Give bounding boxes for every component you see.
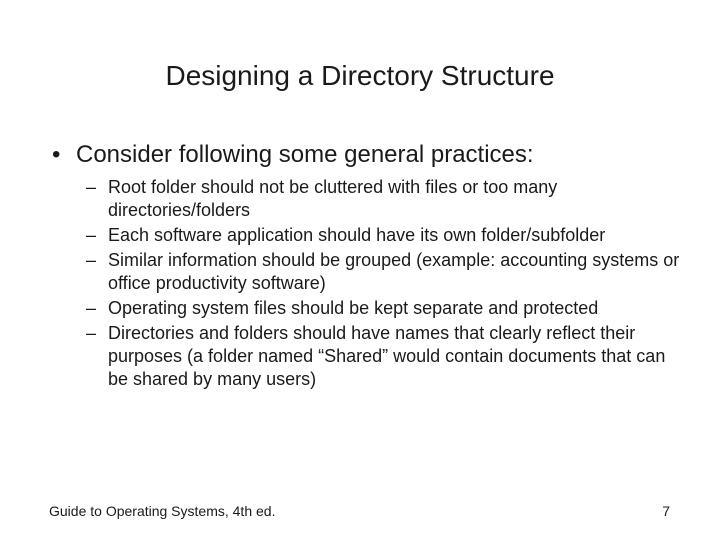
dash-icon: – (86, 225, 97, 245)
sub-bullet-item (86, 297, 686, 320)
sub-bullet-list (86, 176, 686, 391)
bullet-dot-icon: • (52, 141, 61, 168)
sub-bullet-item (86, 176, 686, 222)
sub-bullet-text: Root folder should not be cluttered with files or too many directories/folders (108, 177, 558, 220)
dash-icon: – (86, 177, 97, 197)
dash-icon: – (86, 250, 97, 270)
sub-bullet-text: Each software application should have its own folder/subfolder (108, 225, 606, 245)
footer-book-title: Guide to Operating Systems, 4th ed. (49, 503, 276, 519)
sub-bullet-text: Similar information should be grouped (example: accounting systems or office productivity software) (108, 250, 680, 293)
dash-icon: – (86, 298, 97, 318)
sub-bullet-item (86, 322, 686, 391)
sub-bullet-text: Operating system files should be kept separate and protected (108, 298, 599, 318)
page-number: 7 (662, 503, 670, 519)
sub-bullet-item (86, 224, 686, 247)
dash-icon: – (86, 323, 97, 343)
main-bullet-text: Consider following some general practices: (76, 141, 534, 168)
sub-bullet-item (86, 249, 686, 295)
sub-bullet-text: Directories and folders should have names that clearly reflect their purposes (a folder named “Shared” would contain documents that can be shared by many users) (108, 323, 666, 389)
slide-title: Designing a Directory Structure (165, 60, 555, 91)
